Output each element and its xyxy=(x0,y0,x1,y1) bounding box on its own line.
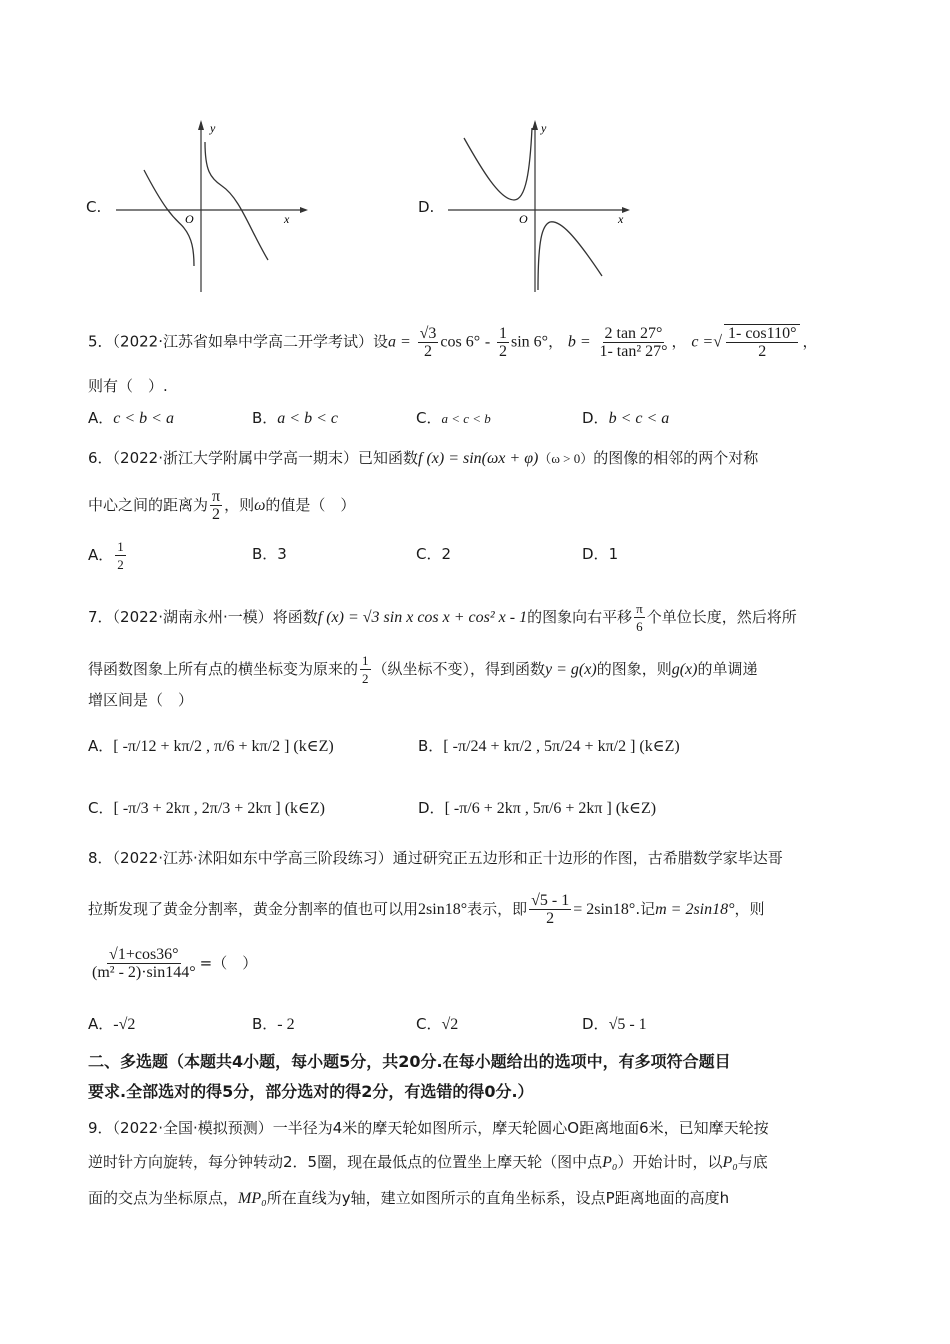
q8-expression: $\frac{√1+\cos 36^\circ}{\text{(m² - 2)·sin144°}}$ =（ ） xyxy=(92,946,258,981)
y-arrow xyxy=(532,120,538,130)
q5-line2: 则有（ ）. xyxy=(88,377,168,395)
q6-line2: 中心之间的距离为 $\frac{\pi}{2}$ ，则ω的值是（ ） xyxy=(88,488,356,523)
option-d-label: D. xyxy=(418,198,435,216)
graph-c xyxy=(84,110,314,300)
q7-option-d: D．[ -π/6 + 2kπ , 5π/6 + 2kπ ] (k∈Z) xyxy=(418,799,657,817)
section2-heading-line1: 二、多选题（本题共4小题，每小题5分，共20分.在每小题给出的选项中，有多项符合题目 xyxy=(88,1052,731,1071)
q9-line1: 9．（2022·全国·模拟预测）一半径为4米的摩天轮如图所示，摩天轮圆心O距离地面6米，已知摩天轮按 xyxy=(88,1119,769,1137)
q8-line1: 8．（2022·江苏·沭阳如东中学高三阶段练习）通过研究正五边形和正十边形的作图，古希腊数学家毕达哥 xyxy=(88,849,783,867)
option-c-label: C. xyxy=(86,198,102,216)
y-label: y xyxy=(210,121,216,135)
q8-line2: 拉斯发现了黄金分割率，黄金分割率的值也可以用2sin18°表示，即 $\frac{√5 - 1}{2}$ = 2sin18°.记m = 2sin18°，则 xyxy=(88,892,765,927)
x-label: x xyxy=(284,212,290,226)
q5-line1: 5．（2022·江苏省如皋中学高二开学考试）设a = $\frac{√3}{2}$ cos 6° - $\frac{1}{2}$ sin 6°， b = $\frac{2 \tan 27^\circ}{\text{1- tan² 27°}}$ ， c =√ $\frac{1- \cos 110^\circ}{2}$ ， xyxy=(88,324,818,360)
q9-line2: 逆时针方向旋转，每分钟转动2．5圈，现在最低点的位置坐上摩天轮（图中点P₀）开始计时，以P₀与底 xyxy=(88,1153,768,1171)
x-arrow xyxy=(300,207,308,213)
y-arrow xyxy=(198,120,204,130)
q9-line3: 面的交点为坐标原点，MP₀所在直线为y轴，建立如图所示的直角坐标系，设点P距离地面的高度h xyxy=(88,1189,730,1207)
q7-option-a: A．[ -π/12 + kπ/2 , π/6 + kπ/2 ] (k∈Z) xyxy=(88,737,334,755)
y-label: y xyxy=(541,121,547,135)
graph-d xyxy=(416,110,646,300)
q7-option-c: C．[ -π/3 + 2kπ , 2π/3 + 2kπ ] (k∈Z) xyxy=(88,799,325,817)
graph-c-plot xyxy=(110,110,310,300)
origin-label: O xyxy=(185,212,194,226)
q7-line3: 增区间是（ ） xyxy=(88,691,194,709)
q6-line1: 6．（2022·浙江大学附属中学高一期末）已知函数f (x) = sin(ωx + φ)（ω > 0）的图像的相邻的两个对称 xyxy=(88,449,759,467)
x-label: x xyxy=(618,212,624,226)
curve-right xyxy=(538,222,602,290)
q7-line1: 7．（2022·湖南永州·一模）将函数f (x) = √3 sin x cos x + cos² x - 1的图象向右平移 $\frac{\pi}{6}$ 个单位长度，然后将所 xyxy=(88,601,797,634)
curve-right xyxy=(205,142,268,260)
origin-label: O xyxy=(519,212,528,226)
q7-option-b: B．[ -π/24 + kπ/2 , 5π/24 + kπ/2 ] (k∈Z) xyxy=(418,737,680,755)
section2-heading-line2: 要求.全部选对的得5分，部分选对的得2分，有选错的得0分.） xyxy=(88,1082,534,1101)
graph-d-plot xyxy=(442,110,642,300)
q7-line2: 得函数图象上所有点的横坐标变为原来的 $\frac{1}{2}$ （纵坐标不变），得到函数y = g(x)的图象，则g(x)的单调递 xyxy=(88,653,758,686)
curve-left xyxy=(464,128,532,200)
